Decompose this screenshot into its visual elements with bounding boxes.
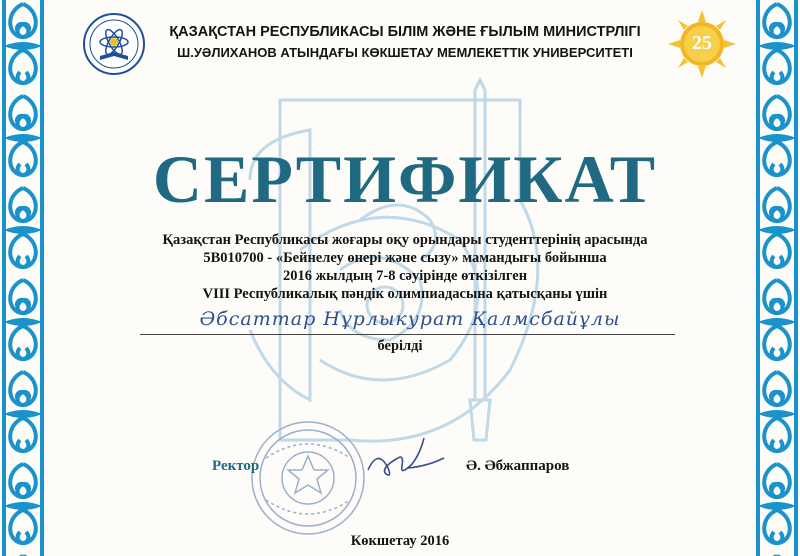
rector-name: Ә. Әбжаппаров [466, 458, 570, 474]
recipient-name: Әбсаттар Нұрлыкурат Қалмсбайұлы [199, 308, 621, 330]
certificate-title: СЕРТИФИКАТ [152, 141, 658, 217]
body-line-3: 2016 жылдың 7-8 сәуірінде өткізілген [282, 268, 528, 284]
body-line-2: 5В010700 - «Бейнелеу өнері және сызу» мамандығы бойынша [203, 250, 607, 266]
body-line-1: Қазақстан Республикасы жоғары оқу орындары студенттерінің арасында [162, 232, 648, 248]
university-heading: Ш.УӘЛИХАНОВ АТЫНДАҒЫ КӨКШЕТАУ МЕМЛЕКЕТТІК УНИВЕРСИТЕТІ [177, 45, 633, 60]
left-ornament-border [0, 0, 46, 556]
given-label: берілді [377, 338, 423, 354]
official-stamp [238, 418, 378, 538]
right-ornament-border [754, 0, 800, 556]
rector-signature [358, 428, 448, 483]
university-logo [82, 12, 146, 76]
ministry-heading: ҚАЗАҚСТАН РЕСПУБЛИКАСЫ БІЛІМ ЖӘНЕ ҒЫЛЫМ МИНИСТРЛІГІ [169, 24, 641, 40]
anniversary-emblem [666, 8, 738, 80]
rector-label: Ректор [212, 458, 260, 474]
place-year: Көкшетау 2016 [350, 533, 450, 549]
anniversary-number: 25 [692, 32, 712, 54]
recipient-underline [140, 334, 675, 335]
body-line-4: VIII Республикалық пәндік олимпиадасына қатысқаны үшін [202, 286, 608, 302]
